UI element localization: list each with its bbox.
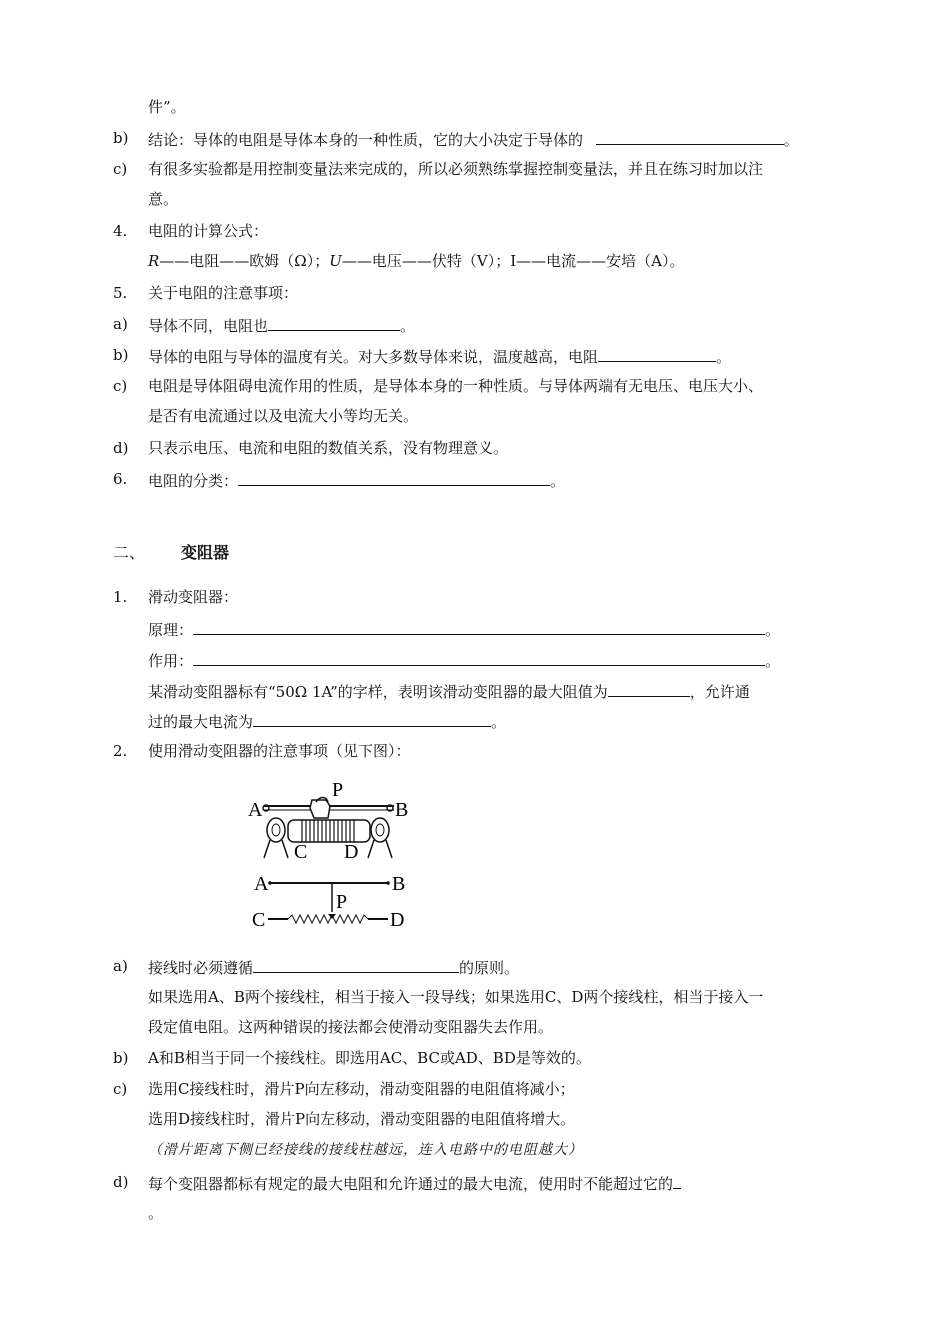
section-title: 变阻器 bbox=[181, 543, 230, 562]
section-number: 二、 bbox=[113, 543, 146, 562]
list-item bbox=[148, 314, 415, 336]
list-item-text: 电阻的计算公式： bbox=[148, 222, 269, 240]
list-marker: c) bbox=[113, 377, 128, 395]
rating-line-cont bbox=[148, 710, 506, 732]
fill-blank[interactable] bbox=[193, 618, 765, 635]
list-marker: 1. bbox=[113, 588, 128, 606]
list-item-text: 段定值电阻。这两种错误的接法都会使滑动变阻器失去作用。 bbox=[148, 1018, 554, 1036]
punct: 。 bbox=[765, 652, 781, 670]
list-item-text: 使用滑动变阻器的注意事项（见下图）： bbox=[148, 742, 411, 760]
list-marker: b) bbox=[113, 1049, 129, 1067]
list-item-text: 选用C接线柱时，滑片P向左移动，滑动变阻器的电阻值将减小； bbox=[148, 1080, 575, 1098]
schematic-label-p: P bbox=[336, 891, 348, 913]
punct: 。 bbox=[491, 713, 507, 731]
punct: 。 bbox=[716, 348, 732, 366]
list-item bbox=[148, 956, 519, 978]
list-marker: 6. bbox=[113, 470, 128, 488]
list-item-text: 有很多实验都是用控制变量法来完成的，所以必须熟练掌握控制变量法，并且在练习时加以注 bbox=[148, 160, 764, 178]
label-c: C bbox=[294, 841, 308, 863]
punct: 。 bbox=[400, 317, 416, 335]
fill-blank[interactable] bbox=[253, 956, 459, 973]
list-item-text: 关于电阻的注意事项： bbox=[148, 284, 299, 302]
list-marker: a) bbox=[113, 957, 128, 975]
schematic-label-c: C bbox=[252, 909, 266, 931]
list-marker: d) bbox=[113, 1173, 129, 1191]
list-item-text: 选用D接线柱时，滑片P向左移动，滑动变阻器的电阻值将增大。 bbox=[148, 1110, 576, 1128]
list-item-text: A和B相当于同一个接线柱。即选用AC、BC或AD、BD是等效的。 bbox=[148, 1049, 591, 1067]
list-item-text: 只表示电压、电流和电阻的数值关系，没有物理意义。 bbox=[148, 439, 509, 457]
fill-blank[interactable] bbox=[193, 649, 765, 666]
function-line bbox=[148, 649, 780, 671]
fill-blank[interactable] bbox=[608, 680, 690, 697]
label-b: B bbox=[395, 799, 409, 821]
text: 某滑动变阻器标有“50Ω 1A”的字样，表明该滑动变阻器的最大阻值为 bbox=[148, 683, 608, 701]
punct: 。 bbox=[765, 621, 781, 639]
punct: 。 bbox=[550, 472, 566, 490]
text-line: 件”。 bbox=[148, 98, 186, 116]
note-text: （滑片距离下侧已经接线的接线柱越远，连入电路中的电阻越大） bbox=[148, 1142, 583, 1158]
formula-line bbox=[148, 251, 684, 271]
list-item-text: 意。 bbox=[148, 190, 179, 208]
list-item-text: 滑动变阻器： bbox=[148, 588, 239, 606]
text: ，允许通 bbox=[689, 683, 750, 701]
symbol-r: R bbox=[148, 252, 160, 270]
label-p: P bbox=[332, 779, 344, 801]
field-label: 作用： bbox=[148, 652, 194, 670]
field-label: 原理： bbox=[148, 621, 194, 639]
list-item bbox=[148, 345, 731, 367]
text: 的原则。 bbox=[459, 959, 520, 977]
list-marker: b) bbox=[113, 346, 129, 364]
symbol-u: U bbox=[329, 252, 342, 270]
list-marker: b) bbox=[113, 129, 129, 147]
list-marker: c) bbox=[113, 160, 128, 178]
list-marker: a) bbox=[113, 315, 128, 333]
schematic-label-b: B bbox=[392, 873, 406, 895]
list-item-text: 如果选用A、B两个接线柱，相当于接入一段导线；如果选用C、D两个接线柱，相当于接入一 bbox=[148, 988, 764, 1006]
text: 过的最大电流为 bbox=[148, 713, 254, 731]
list-marker: 5. bbox=[113, 284, 128, 302]
list-marker: 4. bbox=[113, 222, 128, 240]
punct: 。 bbox=[783, 131, 799, 149]
label-d: D bbox=[344, 841, 359, 863]
fill-blank[interactable] bbox=[596, 128, 784, 145]
schematic-label-a: A bbox=[254, 873, 269, 895]
rheostat-figure bbox=[240, 776, 420, 936]
fill-blank[interactable] bbox=[673, 1172, 681, 1189]
list-marker: 2. bbox=[113, 742, 128, 760]
formula-text: ——电阻——欧姆（Ω）； bbox=[159, 252, 330, 270]
rating-line bbox=[148, 680, 750, 702]
principle-line bbox=[148, 618, 780, 640]
list-item-text: 结论：导体的电阻是导体本身的一种性质，它的大小决定于导体的 bbox=[148, 131, 584, 149]
schematic-label-d: D bbox=[390, 909, 405, 931]
fill-blank[interactable] bbox=[253, 710, 491, 727]
list-item bbox=[148, 469, 565, 491]
list-item-text: 。 bbox=[148, 1204, 164, 1222]
list-item-text: 接线时必须遵循 bbox=[148, 959, 254, 977]
formula-text: ——电压——伏特（V）；I——电流——安培（A）。 bbox=[341, 252, 685, 270]
fill-blank[interactable] bbox=[598, 345, 716, 362]
list-item-text: 电阻是导体阻碍电流作用的性质，是导体本身的一种性质。与导体两端有无电压、电压大小、 bbox=[148, 377, 764, 395]
fill-blank[interactable] bbox=[238, 469, 550, 486]
list-item-text: 导体不同，电阻也 bbox=[148, 317, 269, 335]
list-item-text: 是否有电流通过以及电流大小等均无关。 bbox=[148, 407, 419, 425]
list-marker: c) bbox=[113, 1080, 128, 1098]
fill-blank[interactable] bbox=[268, 314, 400, 331]
label-a: A bbox=[248, 799, 263, 821]
list-item-text: 导体的电阻与导体的温度有关。对大多数导体来说，温度越高，电阻 bbox=[148, 348, 599, 366]
list-item-text: 电阻的分类： bbox=[148, 472, 239, 490]
list-item bbox=[148, 1172, 681, 1194]
list-item-conclusion bbox=[148, 128, 799, 150]
list-item-text: 每个变阻器都标有规定的最大电阻和允许通过的最大电流，使用时不能超过它的 bbox=[148, 1175, 674, 1193]
list-marker: d) bbox=[113, 439, 129, 457]
